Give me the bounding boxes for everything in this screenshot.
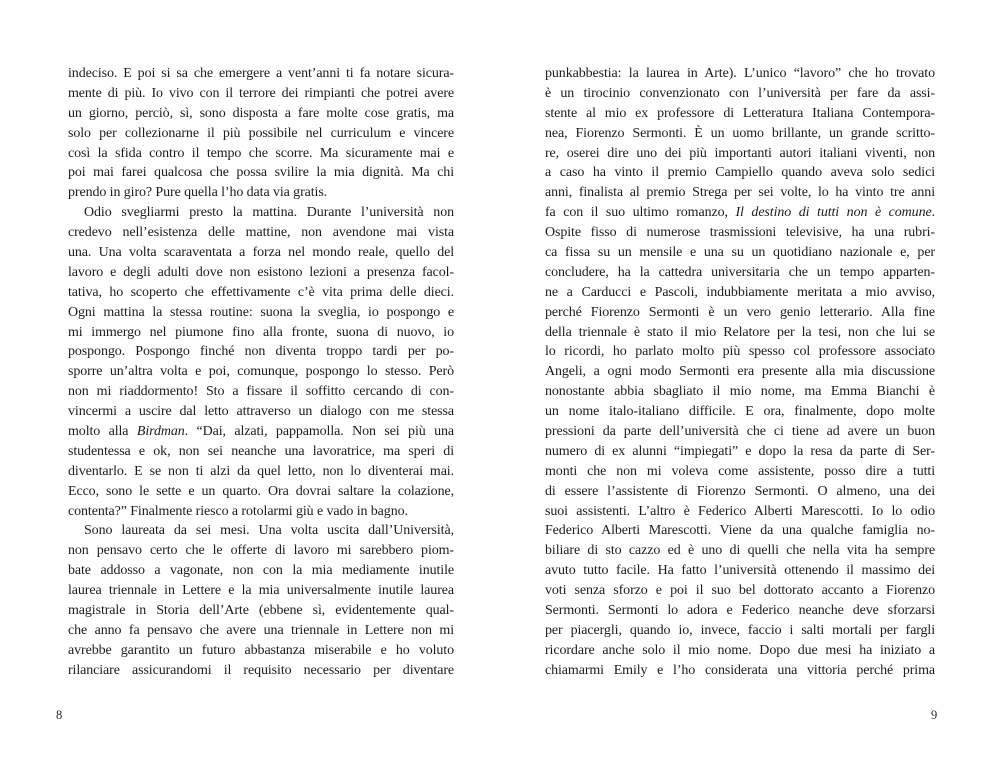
text-line <box>68 84 454 104</box>
text-line <box>545 144 935 164</box>
text-line <box>545 521 935 541</box>
body-text: è un tirocinio convenzionato con l’università per fare da assi- <box>545 85 935 101</box>
text-line <box>68 442 454 462</box>
text-line <box>68 502 454 522</box>
text-line <box>68 541 454 561</box>
text-line <box>68 64 454 84</box>
body-text: non mi riaddormento! Sto a fissare il soffitto cercando di con- <box>68 384 454 400</box>
body-text: indeciso. E poi si sa che emergere a vent’anni ti fa notare sicura- <box>68 66 454 81</box>
text-line <box>545 64 935 84</box>
body-text: lo ricordi, ho parlato molto più spesso col professore associato <box>545 344 935 360</box>
body-text: avrebbe garantito un futuro abbastanza miserabile e ho voluto <box>68 642 454 658</box>
text-line <box>68 462 454 482</box>
body-text: re, oserei dire uno dei più importanti autori italiani viventi, non <box>545 145 935 161</box>
text-line <box>545 243 935 263</box>
body-text: anni, finalista al premio Strega per sei volte, lo ha vinto tre anni <box>545 185 935 201</box>
text-line <box>68 581 454 601</box>
text-line <box>545 641 935 661</box>
text-line <box>545 502 935 522</box>
text-line <box>68 382 454 402</box>
text-line <box>68 243 454 263</box>
body-text: fa con il suo ultimo romanzo, <box>545 205 736 221</box>
body-text: . <box>931 205 935 221</box>
body-text: Ecco, sono le sette e un quarto. Ora dovrai saltare la colazione, <box>68 483 454 499</box>
body-text: perché Fiorenzo Sermonti è un vero genio letterario. Alla fine <box>545 304 935 320</box>
text-line <box>545 462 935 482</box>
text-line <box>545 382 935 402</box>
body-text: Ospite fisso di numerose trasmissioni televisive, ha una rubri- <box>545 225 935 241</box>
text-line <box>68 621 454 641</box>
body-text: mente di più. Io vivo con il terrore dei rimpianti che potrei avere <box>68 85 454 101</box>
text-line <box>545 561 935 581</box>
body-text: laurea triennale in Lettere e la mia universalmente inutile laurea <box>68 583 454 599</box>
body-text: punkabbestia: la laurea in Arte). L’unico “lavoro” che ho trovato <box>545 66 935 81</box>
body-text: numero di ex alunni “impiegati” e dopo la resa da parte di Ser- <box>545 443 935 459</box>
page-number-right: 9 <box>931 708 938 722</box>
body-text: a caso ha vinto il premio Campiello quando aveva solo sedici <box>545 165 935 181</box>
body-text: una. Una volta scaraventata a forza nel mondo reale, quello del <box>68 245 454 261</box>
text-line <box>68 303 454 323</box>
italic-text: Il destino di tutti non è comune <box>735 205 932 221</box>
text-line <box>68 223 454 243</box>
text-line <box>68 342 454 362</box>
text-line <box>545 362 935 382</box>
text-line <box>545 581 935 601</box>
body-text: ricordare anche solo il mio nome. Dopo due mesi ha iniziato a <box>545 642 935 658</box>
body-text: pospongo. Pospongo finché non diventa troppo tardi per po- <box>68 344 454 360</box>
text-line <box>545 124 935 144</box>
text-line <box>68 641 454 661</box>
body-text: che anno fa pensavo che avere una triennale in Lettere non mi <box>68 622 454 638</box>
text-line <box>68 203 454 223</box>
text-line <box>545 402 935 422</box>
body-text: chiamarmi Emily e l’ho considerata una vittoria perché prima <box>545 662 935 678</box>
body-text: concludere, ha la cattedra universitaria che un tempo apparten- <box>545 264 935 280</box>
body-text: diventarlo. E se non ti alzi da quel letto, non lo diventerai mai. <box>68 463 454 479</box>
text-line <box>545 422 935 442</box>
body-text: contenta?” Finalmente riesco a rotolarmi giù e vado in bagno. <box>68 503 408 519</box>
body-text: . “Dai, alzati, pappamolla. Non sei più una <box>184 424 454 440</box>
body-text: credevo nell’esistenza delle mattine, non avendone mai vista <box>68 225 454 241</box>
body-text: ca fissa su un mensile e una su un quotidiano nazionale e, per <box>545 245 935 261</box>
body-text: un nome italo-italiano difficile. E ora, finalmente, dopo molte <box>545 404 935 420</box>
body-text: di essere l’assistente di Fiorenzo Sermonti. O almeno, una dei <box>545 483 935 499</box>
text-line <box>68 144 454 164</box>
body-text: bate addosso a vagonate, non con la mia mediamente inutile <box>68 563 454 579</box>
text-line <box>68 362 454 382</box>
text-line <box>545 84 935 104</box>
body-text: voti senza sforzo e poi il suo bel dottorato accanto a Fiorenzo <box>545 583 935 599</box>
body-text: ne a Carducci e Pascoli, indubbiamente meritata a mio avviso, <box>545 284 935 300</box>
body-text: nea, Fiorenzo Sermonti. È un uomo brillante, un grande scritto- <box>545 125 935 141</box>
text-line <box>545 203 935 223</box>
body-text: Federico Alberti Marescotti. Viene da una qualche famiglia no- <box>545 523 935 539</box>
text-line <box>68 422 454 442</box>
text-line <box>545 541 935 561</box>
text-line <box>68 323 454 343</box>
body-text: Sermonti. Sermonti lo adora e Federico neanche deve sforzarsi <box>545 603 935 619</box>
text-line <box>545 104 935 124</box>
body-text: un giorno, perciò, sì, sono disposta a fare molte cose gratis, ma <box>68 105 454 121</box>
body-text: tativa, ho scoperto che effettivamente c’è vita prima delle dieci. <box>68 284 454 300</box>
body-text: monti che non mi voleva come assistente, posso dire a tutti <box>545 463 935 479</box>
body-text: stente al mio ex professore di Letteratura Italiana Contempora- <box>545 105 935 121</box>
right-page <box>500 0 1000 771</box>
body-text: prendo in giro? Pure quella l’ho data via gratis. <box>68 185 328 201</box>
text-line <box>545 163 935 183</box>
body-text: Angeli, a ogni modo Sermonti era presente alla mia discussione <box>545 364 935 380</box>
body-text: così la sfida contro il tempo che scorre. Ma sicuramente mai e <box>68 145 454 161</box>
body-text: mi immergo nel piumone fino alla fronte, suona di nuovo, io <box>68 324 454 340</box>
body-text: Ogni mattina la stessa routine: suona la sveglia, io pospongo e <box>68 304 454 320</box>
text-line <box>68 283 454 303</box>
body-text: studentessa e ok, non sei neanche una lavoratrice, ma speri di <box>68 443 454 459</box>
text-line <box>68 124 454 144</box>
text-line <box>68 521 454 541</box>
body-text: della triennale è stato il mio Relatore per la tesi, non che lui se <box>545 324 935 340</box>
body-text: Sono laureata da sei mesi. Una volta uscita dall’Università, <box>84 523 454 539</box>
body-text: avuto tutto facile. Ha fatto l’università ottenendo il massimo dei <box>545 563 935 579</box>
text-line <box>68 561 454 581</box>
text-line <box>545 263 935 283</box>
text-line <box>545 183 935 203</box>
page-number-left: 8 <box>56 708 63 722</box>
body-text: sporre un’altra volta e poi, comunque, pospongo lo stesso. Però <box>68 364 454 380</box>
body-text: lavoro e degli adulti dove non esistono lezioni a presenza facol- <box>68 264 454 280</box>
text-line <box>68 183 454 203</box>
text-line <box>68 661 454 681</box>
text-line <box>545 482 935 502</box>
body-text: magistrale in Storia dell’Arte (ebbene sì, evidentemente qual- <box>68 603 454 619</box>
text-line <box>545 323 935 343</box>
text-line <box>68 482 454 502</box>
right-page-text <box>545 64 935 681</box>
text-line <box>545 342 935 362</box>
left-page-text <box>68 64 454 681</box>
body-text: solo per collezionarne il più possibile nel curriculum e vincere <box>68 125 454 141</box>
text-line <box>68 601 454 621</box>
text-line <box>545 303 935 323</box>
body-text: pressioni da parte dell’università che ci tiene ad avere un buon <box>545 424 935 440</box>
text-line <box>545 283 935 303</box>
body-text: rilanciare assicurandomi il requisito necessario per diventare <box>68 662 454 678</box>
text-line <box>68 263 454 283</box>
body-text: vincermi a uscire dal letto attraverso un dialogo con me stessa <box>68 404 454 420</box>
text-line <box>545 223 935 243</box>
body-text: non pensavo certo che le offerte di lavoro mi sarebbero piom- <box>68 543 454 559</box>
text-line <box>68 104 454 124</box>
text-line <box>545 601 935 621</box>
body-text: Odio svegliarmi presto la mattina. Durante l’università non <box>84 205 454 221</box>
text-line <box>545 621 935 641</box>
body-text: per piacergli, quando io, invece, faccio i salti mortali per fargli <box>545 622 935 638</box>
text-line <box>545 661 935 681</box>
italic-text: Birdman <box>136 424 185 440</box>
body-text: poi mai farei qualcosa che possa svilire la mia dignità. Ma chi <box>68 165 454 181</box>
text-line <box>68 163 454 183</box>
text-line <box>545 442 935 462</box>
body-text: biliare di sto cazzo ed è uno di quelli che nella vita ha sempre <box>545 543 935 559</box>
text-line <box>68 402 454 422</box>
body-text: nonostante abbia sbagliato il mio nome, ma Emma Bianchi è <box>545 384 935 400</box>
body-text: suoi assistenti. L’altro è Federico Alberti Marescotti. Io lo odio <box>545 503 935 519</box>
body-text: molto alla <box>68 424 137 440</box>
